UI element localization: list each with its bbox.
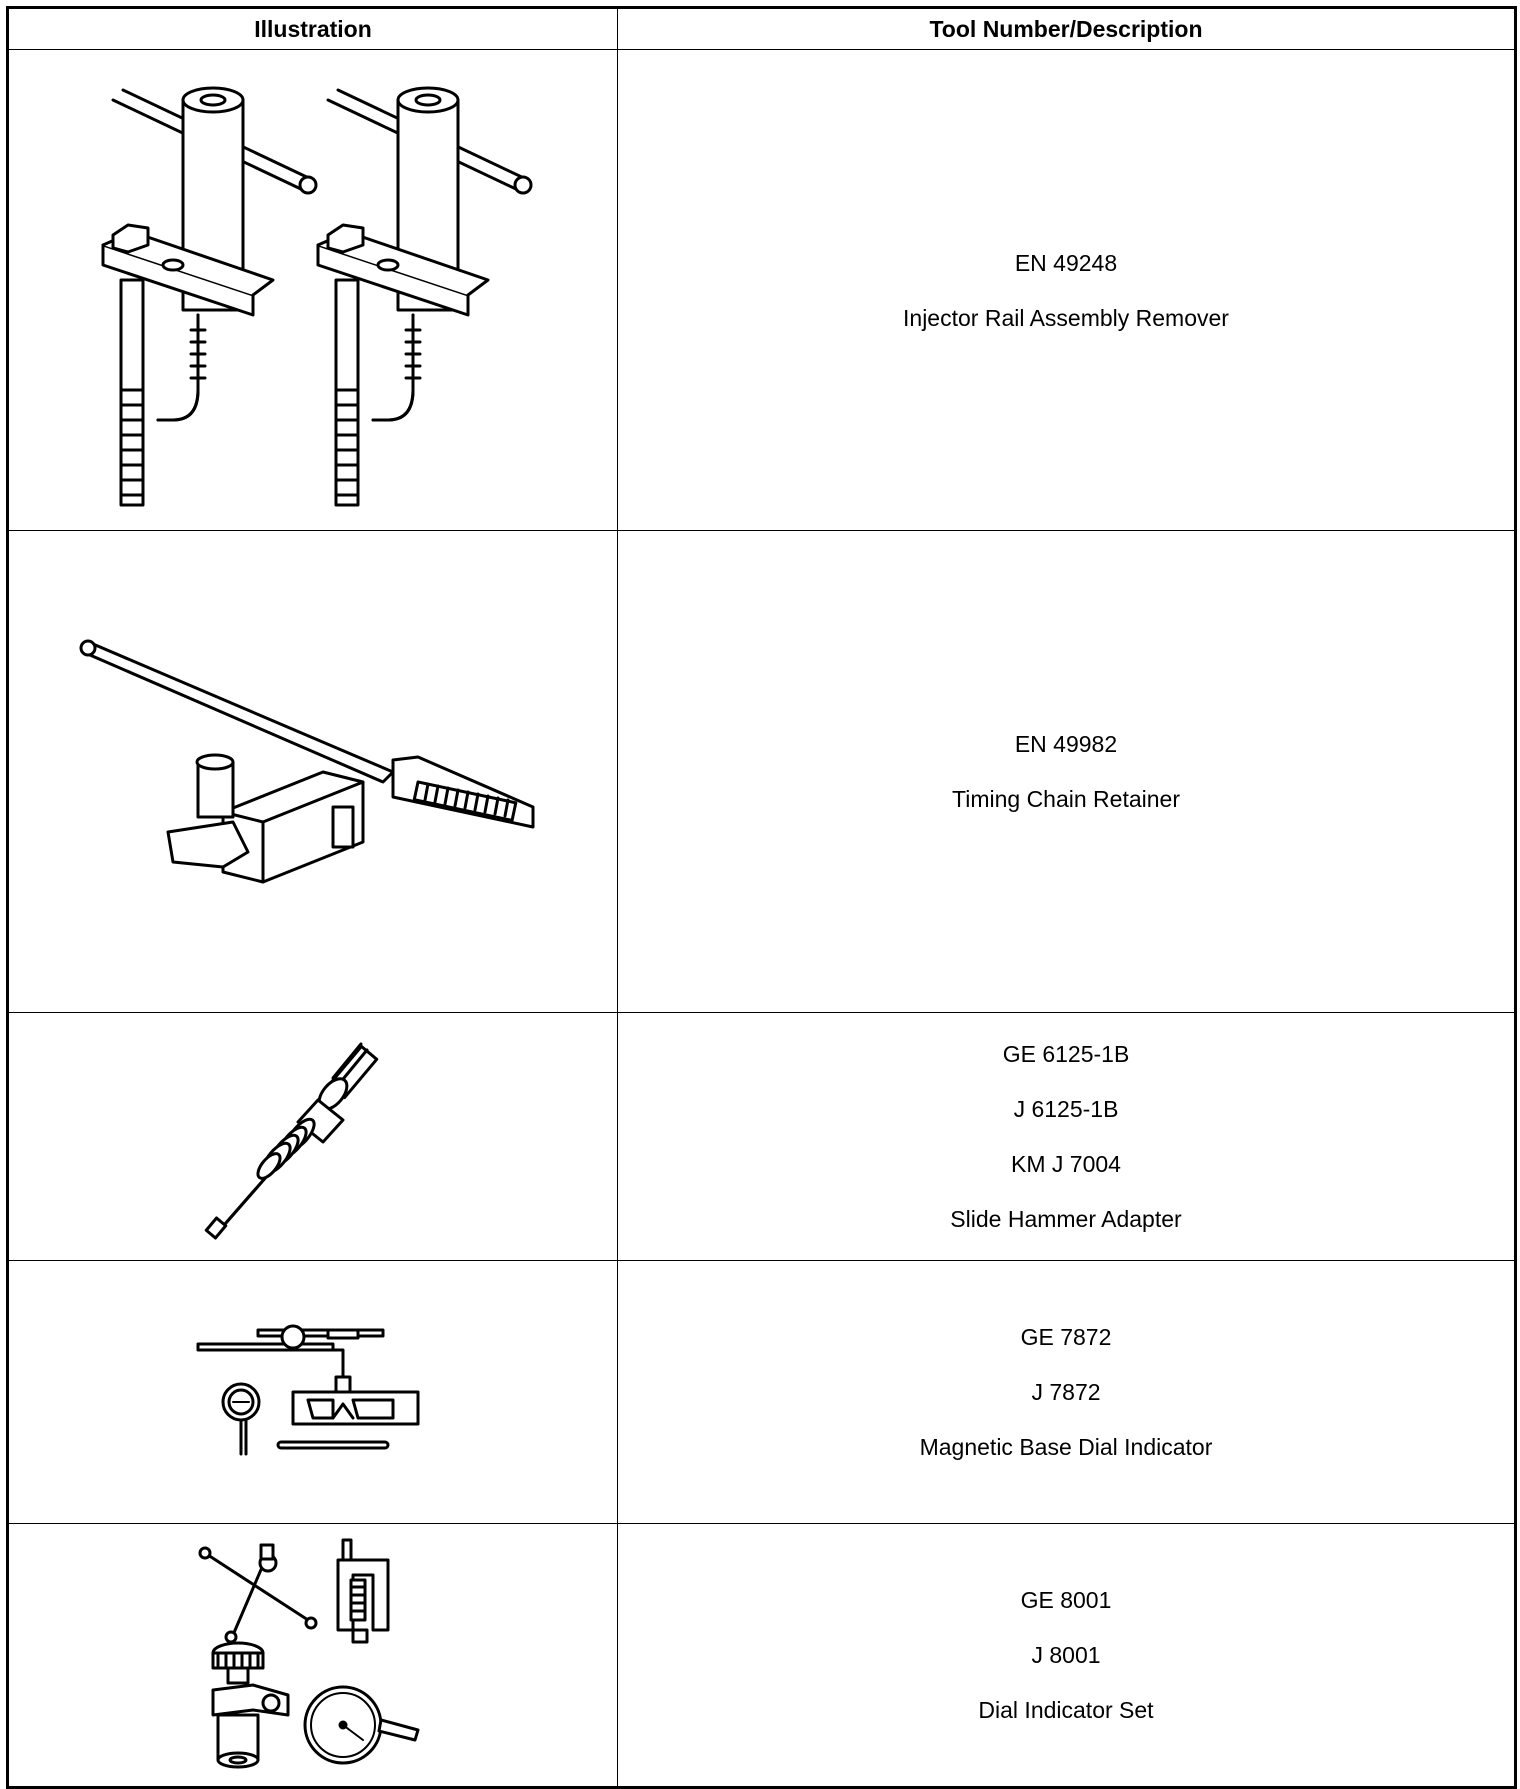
tool-description: Injector Rail Assembly Remover: [903, 304, 1229, 331]
description-cell: [618, 50, 1516, 531]
description-cell: [618, 1261, 1516, 1524]
dial-indicator-set-icon: [193, 1535, 433, 1775]
tool-description: Timing Chain Retainer: [952, 786, 1180, 812]
table-row: [8, 531, 1516, 1013]
tool-number: EN 49248: [1014, 249, 1118, 276]
tool-number: J 7872: [1031, 1379, 1101, 1405]
description-cell: [618, 1013, 1516, 1261]
dial-gauge-part: [305, 1687, 418, 1763]
tool-number: J 6125-1B: [1013, 1096, 1119, 1122]
tool-number: J 8001: [1031, 1642, 1101, 1668]
tool-number: GE 6125-1B: [1002, 1041, 1130, 1067]
special-tools-table: [6, 6, 1517, 1789]
table-row: [8, 50, 1516, 531]
illustration-cell: [8, 1524, 618, 1788]
c-clamp-part: [338, 1540, 388, 1642]
tool-number-description-header: Tool Number/Description: [618, 8, 1516, 50]
illustration-cell: [8, 1261, 618, 1524]
injector-rail-remover-icon: [73, 60, 553, 520]
remover-left: [103, 88, 316, 505]
tool-description: Slide Hammer Adapter: [950, 1206, 1182, 1232]
tool-description: Dial Indicator Set: [978, 1697, 1154, 1723]
table-row: [8, 1013, 1516, 1261]
tool-number: GE 7872: [1020, 1324, 1112, 1350]
magnetic-base-dial-indicator-icon: [193, 1292, 433, 1492]
table-header-row: [8, 8, 1516, 50]
remover-right: [318, 88, 531, 505]
table-row: [8, 1261, 1516, 1524]
tool-number: KM J 7004: [1011, 1151, 1121, 1177]
tool-description: Magnetic Base Dial Indicator: [919, 1434, 1213, 1460]
cross-bar-part: [200, 1545, 316, 1642]
description-cell: [618, 1524, 1516, 1788]
clamp-holder-part: [213, 1643, 288, 1767]
slide-hammer-adapter-icon: [193, 1022, 433, 1252]
tool-number: EN 49982: [1014, 731, 1118, 757]
illustration-cell: [8, 1013, 618, 1261]
timing-chain-retainer-icon: [73, 622, 553, 922]
description-cell: [618, 531, 1516, 1013]
illustration-cell: [8, 50, 618, 531]
table-row: [8, 1524, 1516, 1788]
tool-number: GE 8001: [1020, 1587, 1112, 1613]
illustration-cell: [8, 531, 618, 1013]
illustration-header: Illustration: [8, 8, 618, 50]
